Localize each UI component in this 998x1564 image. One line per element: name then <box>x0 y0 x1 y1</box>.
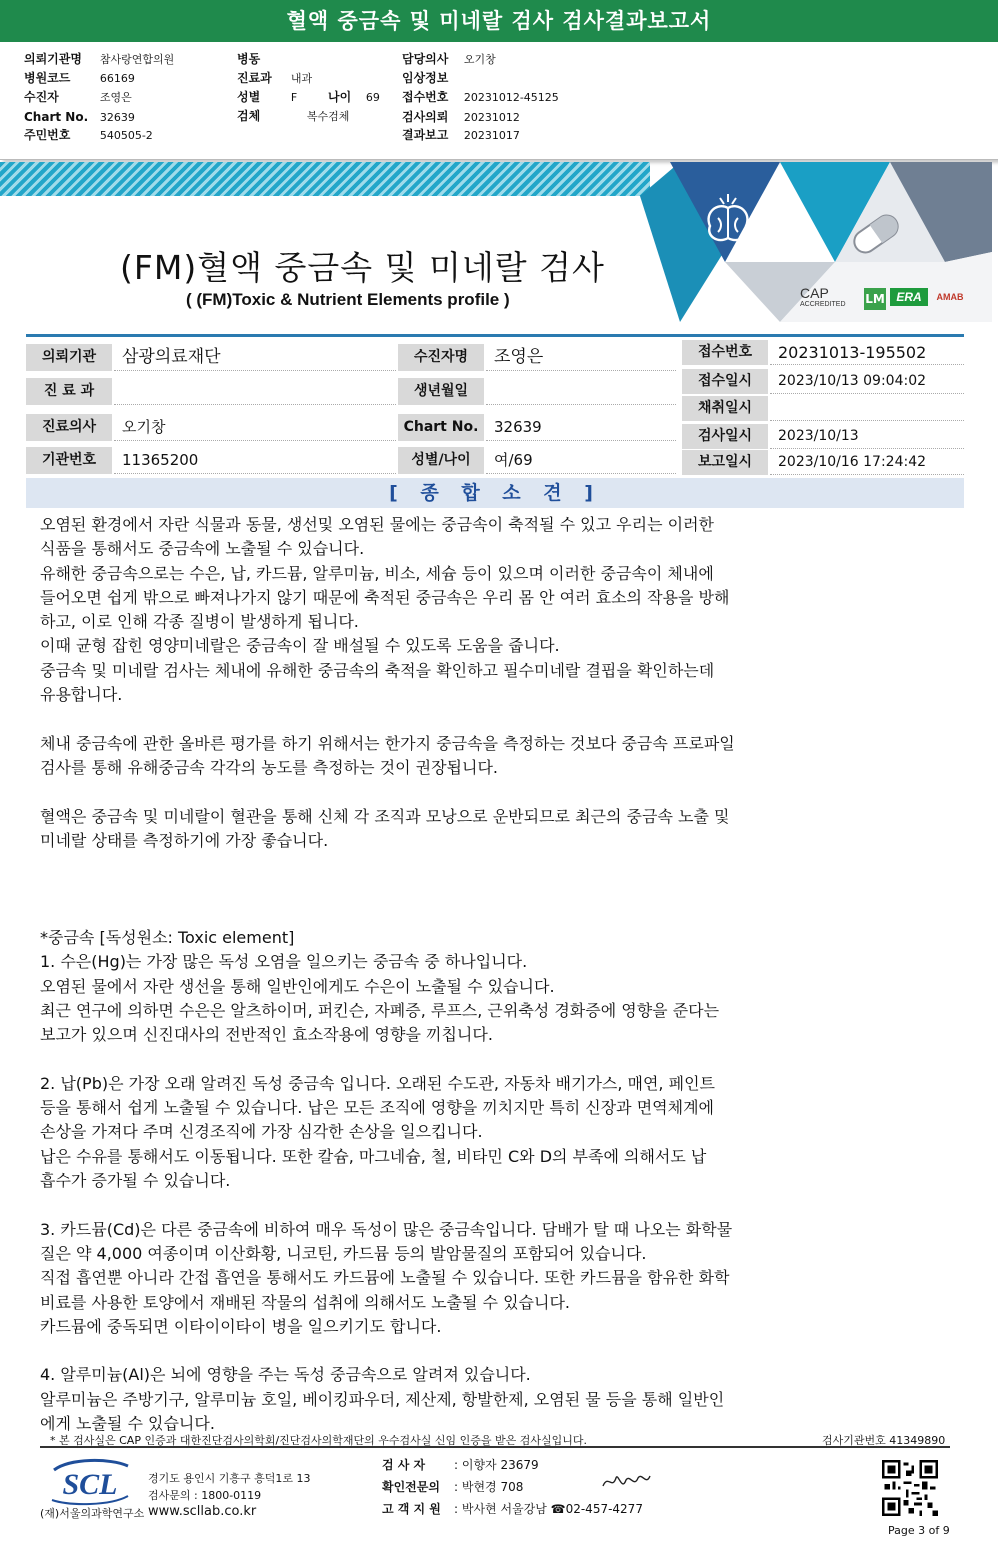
info-value: 내과 <box>290 72 313 85</box>
collection-date-value <box>770 396 964 421</box>
body-line: 중금속 및 미네랄 검사는 체내에 유해한 중금속의 축적을 확인하고 필수미네랄 결핍을 확인하는데 <box>40 660 715 680</box>
order-info-panel <box>0 42 998 160</box>
reception-date-value: 2023/10/13 09:04:02 <box>770 369 964 394</box>
body-line: 손상을 가져다 주며 신경조직에 가장 심각한 손상을 일으킵니다. <box>40 1122 483 1142</box>
chart-no-value: 32639 <box>486 414 676 441</box>
body-line: 직접 흡연뿐 아니라 간접 흡연을 통해서도 카드뮴에 노출될 수 있습니다. 또한 카드뮴을 함유한 화학 <box>40 1268 730 1288</box>
info-hospital-code <box>24 69 135 88</box>
body-line: 하고, 이로 인해 각종 질병이 발생하게 됩니다. <box>40 612 359 632</box>
info-label: 병동 <box>237 52 261 66</box>
info-report-date <box>402 126 520 145</box>
chart-no-label: Chart No. <box>398 414 484 441</box>
specialist-row <box>382 1478 523 1495</box>
info-chart-no <box>24 108 135 127</box>
scl-logo <box>50 1456 130 1506</box>
patient-name-label: 수진자명 <box>398 344 484 371</box>
info-value: 조영은 <box>99 91 132 104</box>
body-line: 1. 수은(Hg)는 가장 많은 독성 오염을 일으키는 중금속 중 하나입니다. <box>40 952 528 972</box>
lab-inquiry: 검사문의 : 1800-0119 <box>148 1489 262 1502</box>
body-line: 유해한 중금속으로는 수은, 납, 카드뮴, 알루미늄, 비소, 세슘 등이 있으며 이러한 중금속이 체내에 <box>40 563 714 583</box>
birth-label: 생년월일 <box>398 378 484 405</box>
lm-logo: LM <box>864 288 886 310</box>
info-ward <box>237 50 291 68</box>
info-department <box>237 69 312 88</box>
birth-value <box>486 378 676 405</box>
info-doctor <box>402 50 496 69</box>
body-line: 흡수가 증가될 수 있습니다. <box>40 1171 231 1191</box>
info-sex <box>237 88 297 107</box>
info-label: 검사의뢰 <box>402 110 449 124</box>
institution-value: 삼광의료재단 <box>114 344 396 371</box>
body-line: 식품을 통해서도 중금속에 노출될 수 있습니다. <box>40 539 365 559</box>
info-request-date <box>402 108 520 127</box>
info-label: 임상정보 <box>402 71 449 85</box>
doctor-value: 오기창 <box>114 414 396 441</box>
report-date-value: 2023/10/16 17:24:42 <box>770 450 964 475</box>
info-value: 오기창 <box>463 53 496 66</box>
info-institution <box>24 50 174 69</box>
test-date-value: 2023/10/13 <box>770 424 964 449</box>
tester-value: : 이향자 23679 <box>454 1458 539 1472</box>
info-value: 20231012-45125 <box>463 91 559 104</box>
info-label: Chart No. <box>24 110 89 124</box>
tester-label: 검 사 자 <box>382 1458 426 1472</box>
info-resident-no <box>24 126 153 145</box>
body-line: 유용합니다. <box>40 685 123 705</box>
info-value: 69 <box>365 91 380 104</box>
report-date-label: 보고일시 <box>682 450 768 475</box>
sex-age-label: 성별/나이 <box>398 447 484 474</box>
patient-name-value: 조영은 <box>486 344 676 371</box>
qr-code <box>882 1460 938 1516</box>
summary-body-text <box>40 513 920 1436</box>
support-label: 고 객 지 원 <box>382 1502 441 1516</box>
collection-date-label: 채취일시 <box>682 396 768 421</box>
body-line <box>40 853 920 877</box>
body-line: 검사를 통해 유해중금속 각각의 농도를 측정하는 것이 권장됩니다. <box>40 757 499 777</box>
info-value: 참사랑연합의원 <box>99 53 175 66</box>
info-value: 32639 <box>99 111 135 124</box>
lab-address: 경기도 용인시 기흥구 흥덕1로 13 <box>148 1472 311 1485</box>
specialist-label: 확인전문의 <box>382 1480 440 1494</box>
info-label: 병원코드 <box>24 71 71 85</box>
body-line <box>40 1193 920 1217</box>
cap-logo <box>800 286 858 308</box>
body-line <box>40 1339 920 1363</box>
department-label: 진 료 과 <box>26 378 112 405</box>
body-line: 등을 통해서 쉽게 노출될 수 있습니다. 납은 모든 조직에 영향을 끼치지만 특히 신장과 면역체계에 <box>40 1098 714 1118</box>
body-line: 이때 균형 잡힌 영양미네랄은 중금속이 잘 배설될 수 있도록 도움을 줍니다. <box>40 636 560 656</box>
body-line <box>40 1048 920 1072</box>
support-row <box>382 1500 643 1517</box>
info-label: 담당의사 <box>402 52 449 66</box>
body-line: 카드뮴에 중독되면 이타이이타이 병을 일으키기도 합니다. <box>40 1316 442 1336</box>
body-line <box>40 707 920 731</box>
body-line <box>40 877 920 901</box>
support-value: : 박사현 서울강남 ☎02-457-4277 <box>454 1502 643 1516</box>
institution-no-value: 11365200 <box>114 447 396 474</box>
body-line: 보고가 있으며 신진대사의 전반적인 효소작용에 영향을 끼칩니다. <box>40 1025 493 1045</box>
scl-logo-text: SCL <box>62 1468 118 1501</box>
info-value: 복수검체 <box>306 110 350 123</box>
body-line: 3. 카드뮴(Cd)은 다른 중금속에 비하여 매우 독성이 많은 중금속입니다. 담배가 탈 때 나오는 화학물 <box>40 1219 733 1239</box>
info-label: 수진자 <box>24 90 59 104</box>
amab-logo: AMAB <box>936 292 964 302</box>
info-reception-no <box>402 88 559 107</box>
info-specimen <box>237 107 349 126</box>
body-line: 미네랄 상태를 측정하기에 가장 좋습니다. <box>40 830 329 850</box>
body-line: 4. 알루미늄(Al)은 뇌에 영향을 주는 독성 중금속으로 알려져 있습니다. <box>40 1365 531 1385</box>
body-line: 혈액은 중금속 및 미네랄이 혈관을 통해 신체 각 조직과 모낭으로 운반되므로 최근의 중금속 노출 및 <box>40 806 730 826</box>
info-value: 66169 <box>99 72 135 85</box>
sex-age-value: 여/69 <box>486 447 676 474</box>
patient-info-table <box>26 334 964 474</box>
info-label: 검체 <box>237 109 261 123</box>
body-line: 들어오면 쉽게 밖으로 빠져나가지 않기 때문에 축적된 중금속은 우리 몸 안 여러 효소의 작용을 방해 <box>40 587 730 607</box>
body-line: 질은 약 4,000 여종이며 이산화황, 니코틴, 카드뮴 등의 발암물질의 포함되어 있습니다. <box>40 1243 647 1263</box>
info-label: 나이 <box>328 90 352 104</box>
report-subtitle: ( (FM)Toxic & Nutrient Elements profile ) <box>186 290 510 309</box>
info-label: 접수번호 <box>402 90 449 104</box>
tester-row <box>382 1456 539 1473</box>
institution-label: 의뢰기관 <box>26 344 112 371</box>
info-label: 의뢰기관명 <box>24 52 82 66</box>
body-line: 오염된 물에서 자란 생선을 통해 일반인에게도 수은이 노출될 수 있습니다. <box>40 976 555 996</box>
info-clinical <box>402 69 464 87</box>
handwritten-signature <box>600 1470 652 1494</box>
info-label: 주민번호 <box>24 128 71 142</box>
body-line: 납은 수유를 통해서도 이동됩니다. 또한 칼슘, 마그네슘, 철, 비타민 C와 D의 부족에 의해서도 납 <box>40 1146 707 1166</box>
summary-section-title: [ 종 합 소 견 ] <box>26 478 964 508</box>
lab-url: www.scllab.co.kr <box>148 1504 257 1519</box>
info-patient <box>24 88 132 107</box>
body-line <box>40 780 920 804</box>
cap-logo-text: CAP <box>800 285 829 301</box>
test-date-label: 검사일시 <box>682 424 768 449</box>
institution-no-label: 기관번호 <box>26 447 112 474</box>
body-line: 비료를 사용한 토양에서 재배된 작물의 섭취에 의해서도 노출될 수 있습니다. <box>40 1292 570 1312</box>
body-line: 오염된 환경에서 자란 식물과 동물, 생선및 오염된 물에는 중금속이 축적될 수 있고 우리는 이러한 <box>40 515 714 534</box>
decorative-stripe-band <box>0 162 650 196</box>
info-label: 결과보고 <box>402 128 449 142</box>
info-value: 540505-2 <box>99 129 153 142</box>
report-title: (FM)혈액 중금속 및 미네랄 검사 <box>120 248 605 287</box>
report-banner-title: 혈액 중금속 및 미네랄 검사 검사결과보고서 <box>0 0 998 42</box>
info-label: 성별 <box>237 90 261 104</box>
cap-logo-subtext: ACCREDITED <box>800 301 846 308</box>
specialist-value: : 박현경 708 <box>454 1480 524 1494</box>
body-line: 체내 중금속에 관한 올바른 평가를 하기 위해서는 한가지 중금속을 측정하는 것보다 중금속 프로파일 <box>40 733 735 753</box>
reception-no-label: 접수번호 <box>682 340 768 365</box>
page-number: Page 3 of 9 <box>888 1524 950 1537</box>
body-line: 최근 연구에 의하면 수은은 알츠하이머, 퍼킨슨, 자폐증, 루프스, 근위축성 경화증에 영향을 준다는 <box>40 1000 720 1020</box>
info-value: 20231012 <box>463 111 520 124</box>
body-line <box>40 902 920 926</box>
info-label: 진료과 <box>237 71 272 85</box>
body-line: 알루미늄은 주방기구, 알루미늄 호일, 베이킹파우더, 제산제, 항발한제, 오염된 물 등을 통해 일반인 <box>40 1389 725 1409</box>
era-logo: ERA <box>890 288 928 306</box>
body-line: 에게 노출될 수 있습니다. <box>40 1413 215 1433</box>
accreditation-note: * 본 검사실은 CAP 인증과 대한진단검사의학회/진단검사의학재단의 우수검사실 신임 인증을 받은 검사실입니다. <box>50 1434 588 1447</box>
info-age <box>328 88 380 107</box>
info-value: F <box>290 91 298 104</box>
reception-no-value: 20231013-195502 <box>770 340 964 365</box>
department-value <box>114 378 396 405</box>
footer-divider <box>40 1446 950 1448</box>
body-line: 2. 납(Pb)은 가장 오래 알려진 독성 중금속 입니다. 오래된 수도관, 자동차 배기가스, 매연, 페인트 <box>40 1073 715 1093</box>
info-value: 20231017 <box>463 129 520 142</box>
body-line: *중금속 [독성원소: Toxic element] <box>40 928 295 948</box>
lab-institution-code: 검사기관번호 41349890 <box>822 1434 946 1447</box>
reception-date-label: 접수일시 <box>682 369 768 394</box>
doctor-label: 진료의사 <box>26 414 112 441</box>
scl-logo-subtitle: (재)서울의과학연구소 <box>40 1507 145 1520</box>
